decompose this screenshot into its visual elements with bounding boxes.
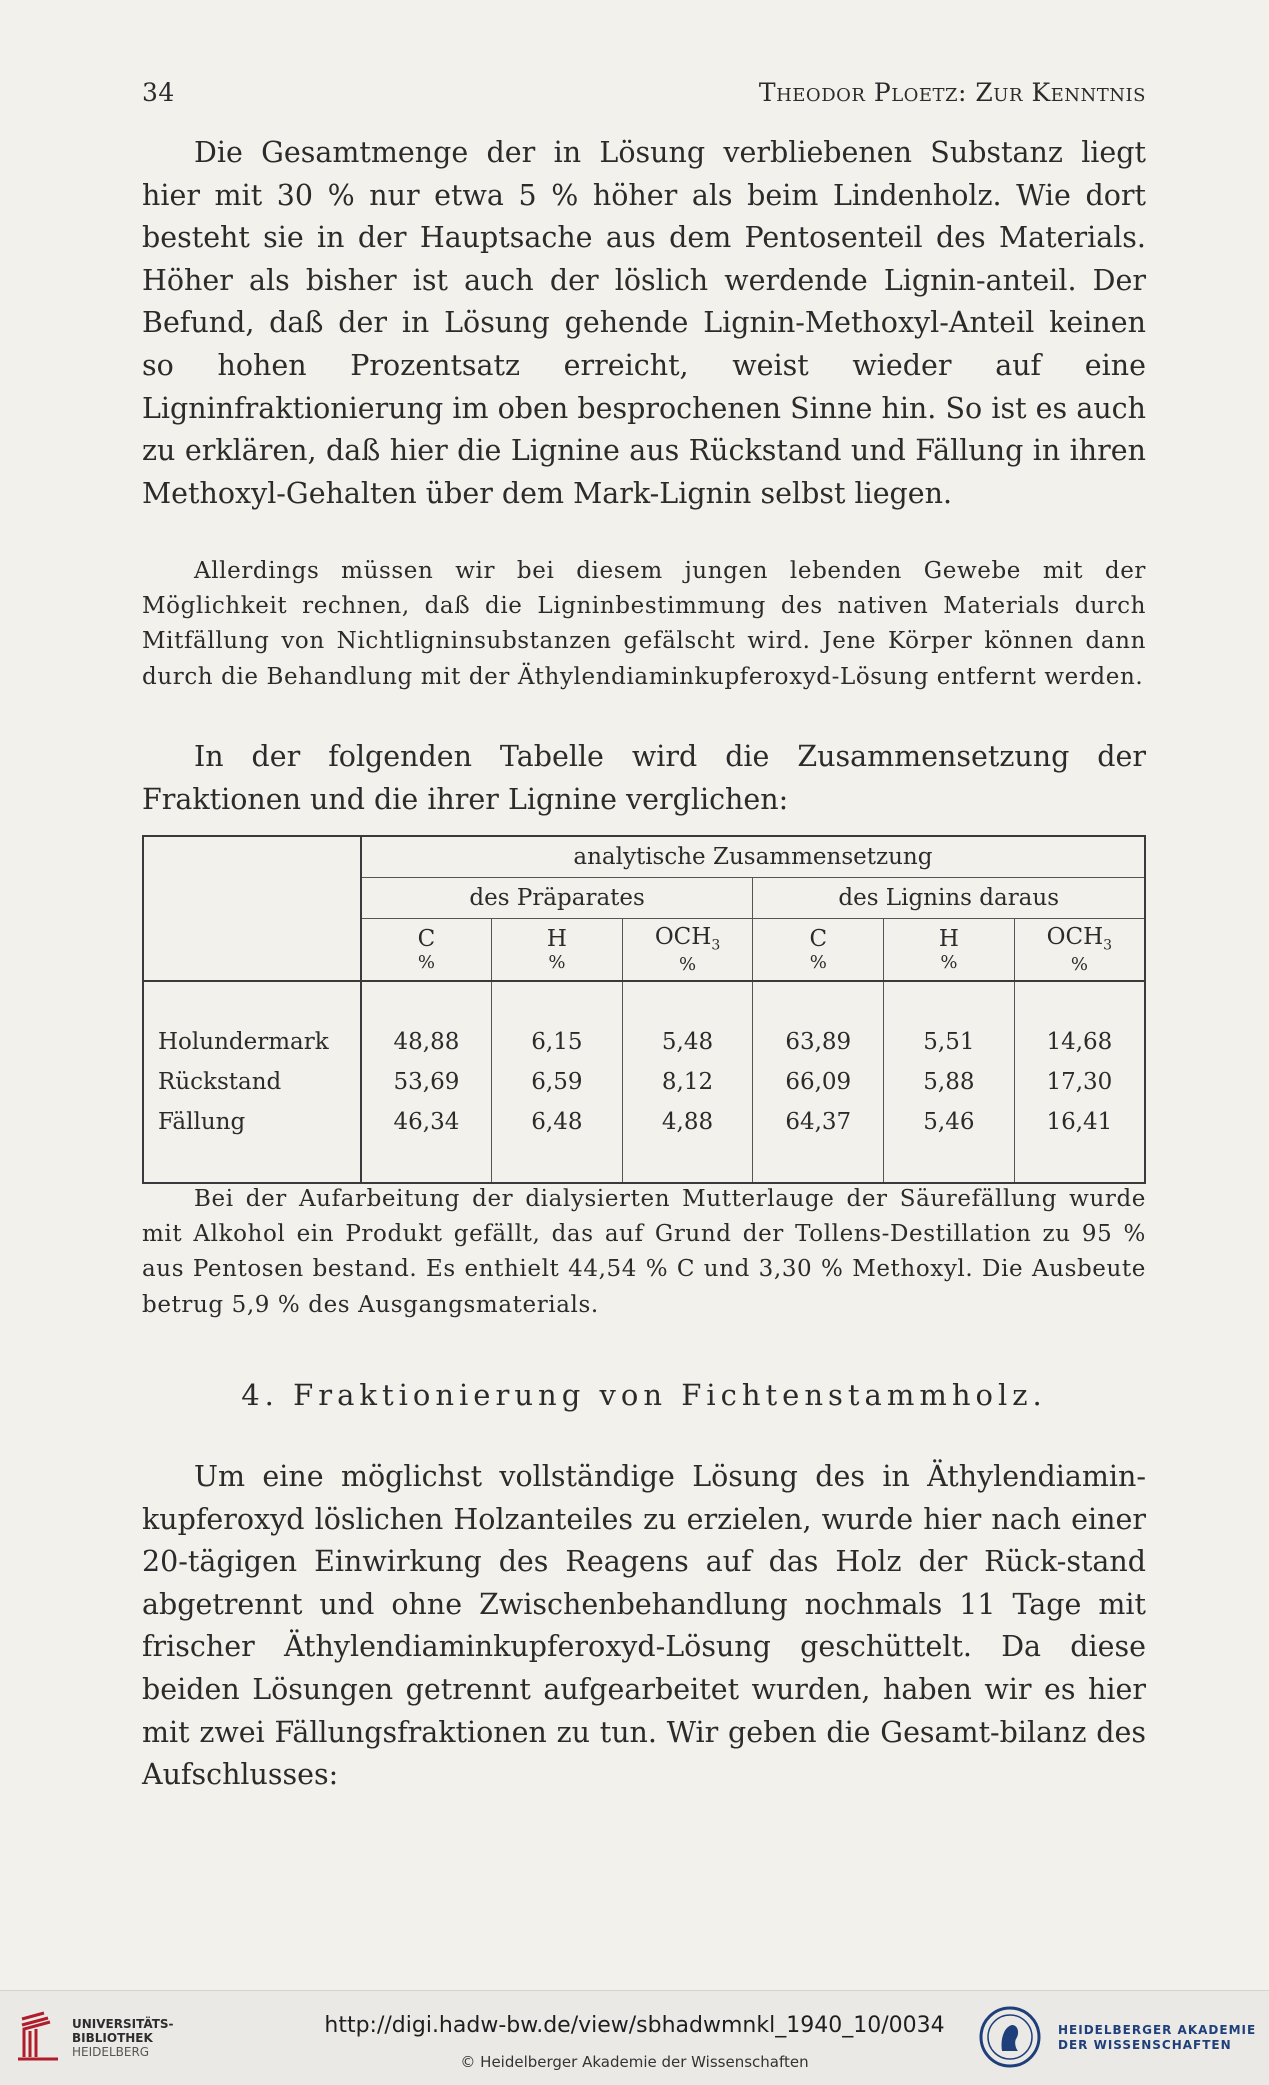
table-cell: 14,68 — [1014, 1022, 1145, 1062]
row-label: Fällung — [158, 1108, 246, 1135]
page-number: 34 — [142, 78, 175, 107]
academy-name — [1058, 2023, 1256, 2053]
copyright-notice: © Heidelberger Akademie der Wissenschaften — [460, 2053, 809, 2071]
table-row — [143, 1102, 1145, 1142]
table-cell: 5,48 — [622, 1022, 753, 1062]
col-header-och3-1 — [622, 919, 753, 981]
table-cell: 6,15 — [492, 1022, 623, 1062]
library-line-2: BIBLIOTHEK — [72, 2031, 153, 2045]
paragraph-5: Um eine möglichst vollständige Lösung des in Äthylendiamin-kupferoxyd löslichen Holzanteiles zu erzielen, wurde hier nach einer 20-tägigen Einwirkung des Reagens auf das Holz der Rück-stand abgetrennt und ohne Zwischenbehandlung nochmals 11 Tage mit frischer Äthylendiaminkupferoxyd-Lösung geschüttelt. Da diese beiden Lösungen getrennt aufgearbeitet wurden, haben wir es hier mit zwei Fällungsfraktionen zu tun. Wir geben die Gesamt-bilanz des Aufschlusses: — [142, 1460, 1146, 1792]
table-cell: 66,09 — [753, 1062, 884, 1102]
group-header: analytische Zusammensetzung — [361, 836, 1145, 878]
paragraph-1: Die Gesamtmenge der in Lösung verbliebenen Substanz liegt hier mit 30 % nur etwa 5 % höher als beim Lindenholz. Wie dort besteht sie in der Hauptsache aus dem Pentosenteil des Materials. Höher als bisher ist auch der löslich werdende Lignin-anteil. Der Befund, daß der in Lösung gehende Lignin-Methoxyl-Anteil keinen so hohen Prozentsatz erreicht, weist wieder auf eine Ligninfraktionierung im oben besprochenen Sinne hin. So ist es auch zu erklären, daß hier die Lignine aus Rückstand und Fällung in ihren Methoxyl-Gehalten über dem Mark-Lignin selbst liegen. — [142, 136, 1146, 510]
col-h-label: H — [938, 925, 959, 952]
unit-label: % — [548, 951, 566, 973]
permalink-url[interactable]: http://digi.hadw-bw.de/view/sbhadwmnkl_1940_10/0034 — [324, 2013, 945, 2038]
col-header-och3-2 — [1014, 919, 1145, 981]
table-cell: 46,34 — [361, 1102, 492, 1142]
unit-label: % — [417, 951, 435, 973]
sub-header-preparation: des Präparates — [361, 878, 753, 919]
library-line-3: HEIDELBERG — [72, 2045, 150, 2059]
paragraph-3: In der folgenden Tabelle wird die Zusammensetzung der Fraktionen und die ihrer Lignine verglichen: — [142, 740, 1146, 816]
col-header-c-2 — [753, 919, 884, 981]
running-title: Theodor Ploetz: Zur Kenntnis — [758, 78, 1146, 107]
composition-table — [142, 835, 1146, 1184]
row-label: Rückstand — [158, 1068, 282, 1095]
table-corner-cell — [143, 836, 361, 981]
col-och-label: OCH — [654, 923, 712, 950]
academy-line-2: DER WISSENSCHAFTEN — [1058, 2038, 1232, 2052]
unit-label: % — [809, 951, 827, 973]
table-cell: 6,48 — [492, 1102, 623, 1142]
table-cell: 8,12 — [622, 1062, 753, 1102]
table-cell: 16,41 — [1014, 1102, 1145, 1142]
col-och-label: OCH — [1046, 923, 1104, 950]
table-cell: 5,88 — [884, 1062, 1015, 1102]
sub-header-lignin: des Lignins daraus — [753, 878, 1145, 919]
paragraph-2: Allerdings müssen wir bei diesem jungen lebenden Gewebe mit der Möglichkeit rechnen, daß die Ligninbestimmung des nativen Materials durch Mitfällung von Nichtligninsubstanzen gefälscht wird. Jene Körper können dann durch die Behandlung mit der Äthylendiaminkupferoxyd-Lösung entfernt werden. — [142, 558, 1146, 690]
viewer-footer — [0, 1990, 1269, 2085]
academy-seal-icon — [978, 2005, 1042, 2069]
col-header-c-1 — [361, 919, 492, 981]
col-h-label: H — [546, 925, 567, 952]
table-cell: 5,51 — [884, 1022, 1015, 1062]
col-header-h-2 — [884, 919, 1015, 981]
col-och-sub: 3 — [1103, 937, 1113, 954]
col-header-h-1 — [492, 919, 623, 981]
academy-line-1: HEIDELBERGER AKADEMIE — [1058, 2023, 1257, 2037]
table-cell: 48,88 — [361, 1022, 492, 1062]
table-cell: 64,37 — [753, 1102, 884, 1142]
unit-label: % — [678, 953, 697, 975]
col-c-label: C — [809, 925, 828, 952]
section-heading: 4. Fraktionierung von Fichtenstammholz. — [241, 1378, 1047, 1412]
table-cell: 17,30 — [1014, 1062, 1145, 1102]
col-c-label: C — [417, 925, 436, 952]
row-label: Holundermark — [158, 1028, 329, 1055]
table-cell: 6,59 — [492, 1062, 623, 1102]
table-cell: 4,88 — [622, 1102, 753, 1142]
table-row — [143, 1062, 1145, 1102]
unit-label: % — [940, 951, 958, 973]
col-och-sub: 3 — [711, 937, 721, 954]
library-line-1: UNIVERSITÄTS- — [72, 2017, 174, 2031]
table-row — [143, 1022, 1145, 1062]
table-cell: 5,46 — [884, 1102, 1015, 1142]
table-cell: 63,89 — [753, 1022, 884, 1062]
unit-label: % — [1070, 953, 1088, 975]
table-cell: 53,69 — [361, 1062, 492, 1102]
paragraph-4: Bei der Aufarbeitung der dialysierten Mutterlauge der Säurefällung wurde mit Alkohol ein Produkt gefällt, das auf Grund der Tollens-Destillation zu 95 % aus Pentosen bestand. Es enthielt 44,54 % C und 3,30 % Methoxyl. Die Ausbeute betrug 5,9 % des Ausgangsmaterials. — [142, 1186, 1146, 1318]
